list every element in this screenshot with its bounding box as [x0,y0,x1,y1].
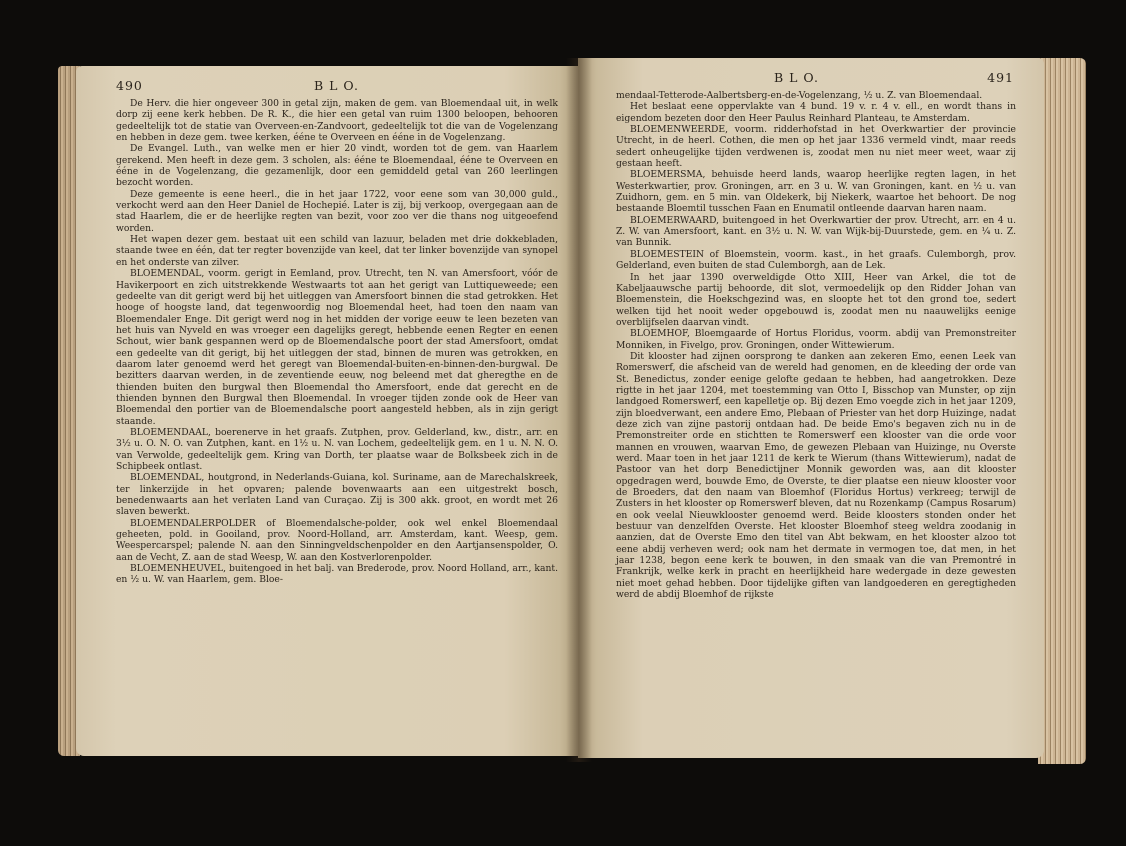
right-page [578,58,1044,758]
paragraph: BLOEMHOF, Bloemgaarde of Hortus Floridus, voorm. abdij van Premonstreiter Monniken, in Fivelgo, prov. Groningen, onder Wittewierum. [616,328,1016,351]
paragraph: BLOEMENDAAL, boerenerve in het graafs. Zutphen, prov. Gelderland, kw., distr., arr. en 3½ u. O. N. O. van Zutphen, kant. en 1½ u. N. van Lochem, gedeeltelijk gem. en 1 u. N. N. O. van Verwolde, gedeeltelijk gem. Kring van Dorth, ter plaatse waar de Bolksbeek zich in de Schipbeek ontlast. [116,426,558,472]
paragraph: Deze gemeente is eene heerl., die in het jaar 1722, voor eene som van 30,000 guld., verkocht werd aan den Heer Daniel de Hochepié. Later is zij, bij verkoop, overgegaan aan de stad Haarlem, die er de heerlijke regten van bezit, voor zoo ver die thans nog uitgeoefend worden. [116,188,558,234]
paragraph: De Herv. die hier ongeveer 300 in getal zijn, maken de gem. van Bloemendaal uit, in welk dorp zij eene kerk hebben. De R. K., die hier een getal van ruim 1300 beloopen, behooren gedeeltelijk tot de statie van Overveen-en-Zandvoort, gedeeltelijk tot die van de Vogelenzang en hebben in deze gem. twee kerken, ééne te Overveen en ééne in de Vogelenzang. [116,98,558,144]
paragraph: BLOEMERSMA, behuisde heerd lands, waarop heerlijke regten lagen, in het Westerkwartier, prov. Groningen, arr. en 3 u. W. van Groningen, kant. en ½ u. van Zuidhorn, gem. en 5 min. van Oldekerk, bij Niekerk, waartoe het behoort. De nog bestaande Bloemtil tusschen Faan en Enumatil ontleende daarvan haren naam. [616,169,1016,215]
left-page [76,66,580,756]
left-running-head: B L O. [314,78,359,93]
paragraph: BLOEMERWAARD, buitengoed in het Overkwartier der prov. Utrecht, arr. en 4 u. Z. W. van Amersfoort, kant. en 3½ u. N. W. van Wijk-bij-Duurstede, gem. en ¼ u. Z. van Bunnik. [616,214,1016,249]
right-page-number: 491 [987,70,1014,85]
paragraph: De Evangel. Luth., van welke men er hier 20 vindt, worden tot de gem. van Haarlem gerekend. Men heeft in deze gem. 3 scholen, als: ééne te Bloemendaal, ééne te Overveen en ééne in de Vogelenzang, die gezamenlijk, door een gemiddeld getal van 260 leerlingen bezocht worden. [116,143,558,189]
paragraph: Het beslaat eene oppervlakte van 4 bund. 19 v. r. 4 v. ell., en wordt thans in eigendom bezeten door den Heer Paulus Reinhard Planteau, te Amsterdam. [616,101,1016,124]
right-page-text [616,90,1016,600]
book-gutter [566,58,592,762]
paragraph: In het jaar 1390 overweldigde Otto XIII, Heer van Arkel, die tot de Kabeljaauwsche partij behoorde, dit slot, vermoedelijk op den Ridder Johan van Bloemenstein, die Hoekschgezind was, en sloopte het tot den grond toe, sedert welken tijd het nooit weder opgebouwd is, zoodat men nu naauwelijks eenige overblijfselen daarvan vindt. [616,271,1016,328]
right-running-head: B L O. [774,70,819,85]
paragraph: BLOEMENDAL, houtgrond, in Nederlands-Guiana, kol. Suriname, aan de Marechalskreek, ter linkerzijde in het opvaren; palende bovenwaarts aan een uitgestrekt bosch, benedenwaarts aan het verlaten Land van Curaçao. Zij is 300 akk. groot, en wordt met 26 slaven bewerkt. [116,472,558,518]
paragraph-continuation: mendaal-Tetterode-Aalbertsberg-en-de-Vogelenzang, ½ u. Z. van Bloemendaal. [616,90,983,101]
paragraph: Het wapen dezer gem. bestaat uit een schild van lazuur, beladen met drie dokkebladen, staande twee en één, dat ter regter bovenzijde van keel, dat ter linker bovenzijde van synopel en het onderste van zilver. [116,234,558,268]
paragraph: BLOEMENDAL, voorm. gerigt in Eemland, prov. Utrecht, ten N. van Amersfoort, vóór de Havikerpoort en zich uitstrekkende Westwaarts tot aan het gerigt van Luttiqueweede; een gedeelte van dit gerigt werd bij het uitleggen van Amersfoort binnen die stad getrokken. Het hooge of hoogste land, dat tegenwoordig nog Bloemendal heet, had toen den naam van Bloemendaler Enge. Dit gerigt werd nog in het midden der vorige eeuw te leen bezeten van het huis van Nyveld en was vroeger een dagelijks geregt, hebbende eenen Regter en eenen Schout, wier bank gespannen werd op de Bloemendalsche poort der stad Amersfoort, omdat een gedeelte van dit gerigt, bij het uitleggen der stad, binnen de muren was getrokken, en daarom later genoemd werd het geregt van Bloemendal-buiten-en-binnen-den-burgwal. De bezitters daarvan werden, in de zeventiende eeuw, nog beleend met dat gheregthe en de thienden buiten den burgwal then Bloemendal tho Amersfoort, ende dat gerecht en de thienden bynnen den Burgwal then Bloemendal. In vroeger tijden zonde ook de Heer van Bloemendal den portier van de Bloemendalsche poort aangesteld hebben, als in zijn gerigt staande. [116,268,558,427]
right-page-edges [1038,58,1086,764]
left-page-text [116,98,558,586]
paragraph: BLOEMENHEUVEL, buitengoed in het balj. van Brederode, prov. Noord Holland, arr., kant. en ½ u. W. van Haarlem, gem. Bloe- [116,563,558,586]
paragraph: BLOEMENDALERPOLDER of Bloemendalsche-polder, ook wel enkel Bloemendaal geheeten, pold. in Gooiland, prov. Noord-Holland, arr. Amsterdam, kant. Weesp, gem. Weespercarspel; palende N. aan den Sinningveldschenpolder en den Aartjansenspolder, O. aan de Vecht, Z. aan de stad Weesp, W. aan den Kostverlorenpolder. [116,517,558,563]
paragraph: BLOEMESTEIN of Bloemstein, voorm. kast., in het graafs. Culemborgh, prov. Gelderland, even buiten de stad Culemborgh, aan de Lek. [616,248,1016,272]
paragraph: Dit klooster had zijnen oorsprong te danken aan zekeren Emo, eenen Leek van Romerswerf, die afscheid van de wereld had genomen, en de kleeding der orde van St. Benedictus, zonder eenige gelofte gedaan te hebben, had aangetrokken. Deze rigtte in het jaar 1204, met toestemming van Otto I, Bisschop van Munster, op zijn landgoed Romerswerf, een kapelletje op. Bij dezen Emo voegde zich in het jaar 1209, zijn bloedverwant, een andere Emo, Plebaan of Priester van het dorp Huizinge, nadat deze zich van zijne pastorij ontdaan had. De beide Emo's begaven zich nu in de Premonstreiter orde en stichtten te Romerswerf een klooster van die orde voor mannen en vrouwen, waarvan Emo, de gewezen Plebaan van Huizinge, nu Overste werd. Maar toen in het jaar 1211 de kerk te Wierum (thans Wittewierum), nadat de Pastoor van het dorp Benedictijner Monnik geworden was, aan dit klooster opgedragen werd, bouwde Emo, de Overste, te dier plaatse een nieuw klooster voor de Broeders, dat den naam van Bloemhof (Floridus Hortus) verkreeg; terwijl de Zusters in het klooster op Romerswerf bleven, dat nu Rozenkamp (Campus Rosarum) en ook veelal Nieuwklooster genoemd werd. Beide kloosters stonden onder het bestuur van denzelfden Overste. Het klooster Bloemhof steeg weldra zoodanig in aanzien, dat de Overste Emo den titel van Abt bekwam, en het klooster alzoo tot eene abdij verheven werd; ook nam het dermate in vermogen toe, dat men, in het jaar 1238, begon eene kerk te bouwen, in den smaak van die van Premontré in Frankrijk, welke kerk in pracht en heerlijkheid hare wedergade in deze gewesten niet moet gehad hebben. Door tijdelijke giften van landgoederen en geregtigheden werd de abdij Bloemhof de rijkste [616,350,1016,601]
paragraph: BLOEMENWEERDE, voorm. ridderhofstad in het Overkwartier der provincie Utrecht, in de heerl. Cothen, die men op het jaar 1336 vermeld vindt, maar reeds sedert onheugelijke tijden verdwenen is, zoodat men nu niet meer weet, waar zij gestaan heeft. [616,124,1016,170]
left-page-number: 490 [116,78,143,93]
open-book [58,18,1086,828]
